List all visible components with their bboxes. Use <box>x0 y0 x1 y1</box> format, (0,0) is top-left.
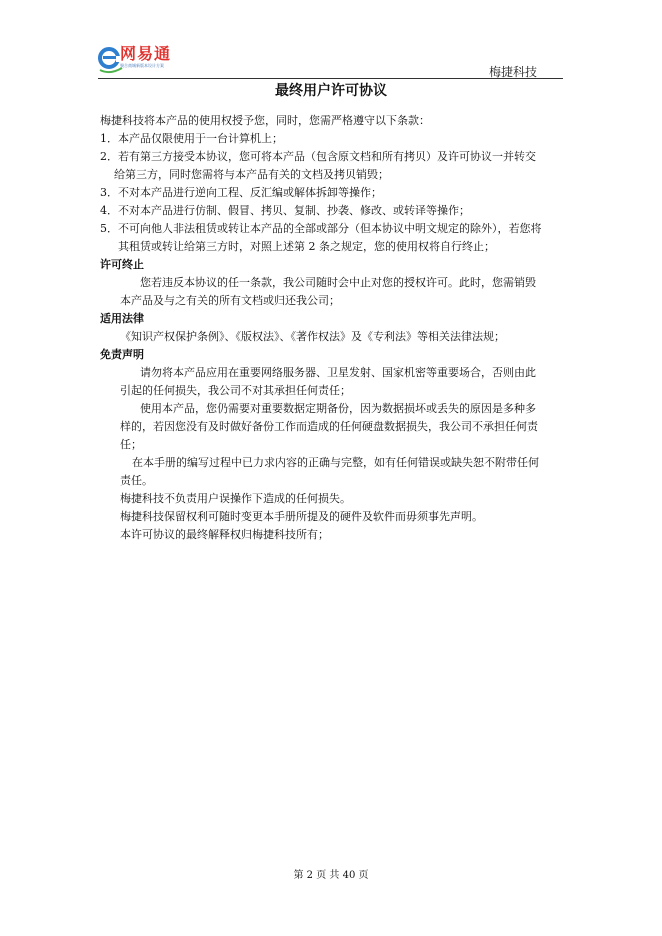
body-line: 本产品及与之有关的所有文档或归还我公司； <box>120 294 340 307</box>
document-body <box>100 112 565 544</box>
body-line: 本许可协议的最终解释权归梅捷科技所有； <box>120 528 329 541</box>
body-line: 给第三方，同时您需将与本产品有关的文档及拷贝销毁； <box>114 168 389 181</box>
body-line: 1．本产品仅限使用于一台计算机上； <box>100 132 283 145</box>
body-line: 您若违反本协议的任一条款，我公司随时会中止对您的授权许可。此时，您需销毁 <box>140 276 536 289</box>
body-line: 梅捷科技保留权利可随时变更本手册所提及的硬件及软件而毋须事先声明。 <box>120 510 483 523</box>
body-line: 4．不对本产品进行仿制、假冒、拷贝、复制、抄袭、修改、或转译等操作； <box>100 204 470 217</box>
body-line: 梅捷科技将本产品的使用权授予您，同时，您需严格遵守以下条款： <box>100 114 430 127</box>
logo <box>98 42 218 78</box>
body-line: 引起的任何损失，我公司不对其承担任何责任； <box>120 384 351 397</box>
page-number-footer: 第 2 页 共 40 页 <box>293 870 369 881</box>
document-title: 最终用户许可协议 <box>275 83 387 99</box>
body-line: 样的，若因您没有及时做好备份工作而造成的任何硬盘数据损失，我公司不承担任何责 <box>120 420 538 433</box>
body-line: 其租赁或转让给第三方时，对照上述第 2 条之规定，您的使用权将自行终止； <box>118 240 495 253</box>
body-line: 责任。 <box>120 474 153 487</box>
section-heading: 适用法律 <box>100 312 144 325</box>
body-line: 《知识产权保护条例》、《版权法》、《著作权法》及《专利法》等相关法律法规； <box>120 330 505 343</box>
page-header <box>98 38 563 82</box>
section-heading: 免责声明 <box>100 348 144 361</box>
logo-text: 网易通 <box>120 44 172 63</box>
header-company-name: 梅捷科技 <box>488 65 537 79</box>
body-line: 请勿将本产品应用在重要网络服务器、卫星发射、国家机密等重要场合，否则由此 <box>140 366 536 379</box>
logo-subtitle: 聚合商城新版本设计方案 <box>120 63 164 68</box>
body-line: 使用本产品，您仍需要对重要数据定期备份，因为数据损坏或丢失的原因是多种多 <box>140 402 536 415</box>
body-line: 5．不可向他人非法租赁或转让本产品的全部或部分（但本协议中明文规定的除外），若您将 <box>100 222 542 235</box>
body-line: 在本手册的编写过程中已力求内容的正确与完整，如有任何错误或缺失恕不附带任何 <box>132 456 539 469</box>
body-line: 2．若有第三方接受本协议，您可将本产品（包含原文档和所有拷贝）及许可协议一并转交 <box>100 150 536 163</box>
body-line: 任； <box>120 438 142 451</box>
body-line: 梅捷科技不负责用户误操作下造成的任何损失。 <box>120 492 351 505</box>
section-heading: 许可终止 <box>100 258 144 271</box>
body-line: 3．不对本产品进行逆向工程、反汇编或解体拆卸等操作； <box>100 186 382 199</box>
header-divider <box>98 78 563 79</box>
